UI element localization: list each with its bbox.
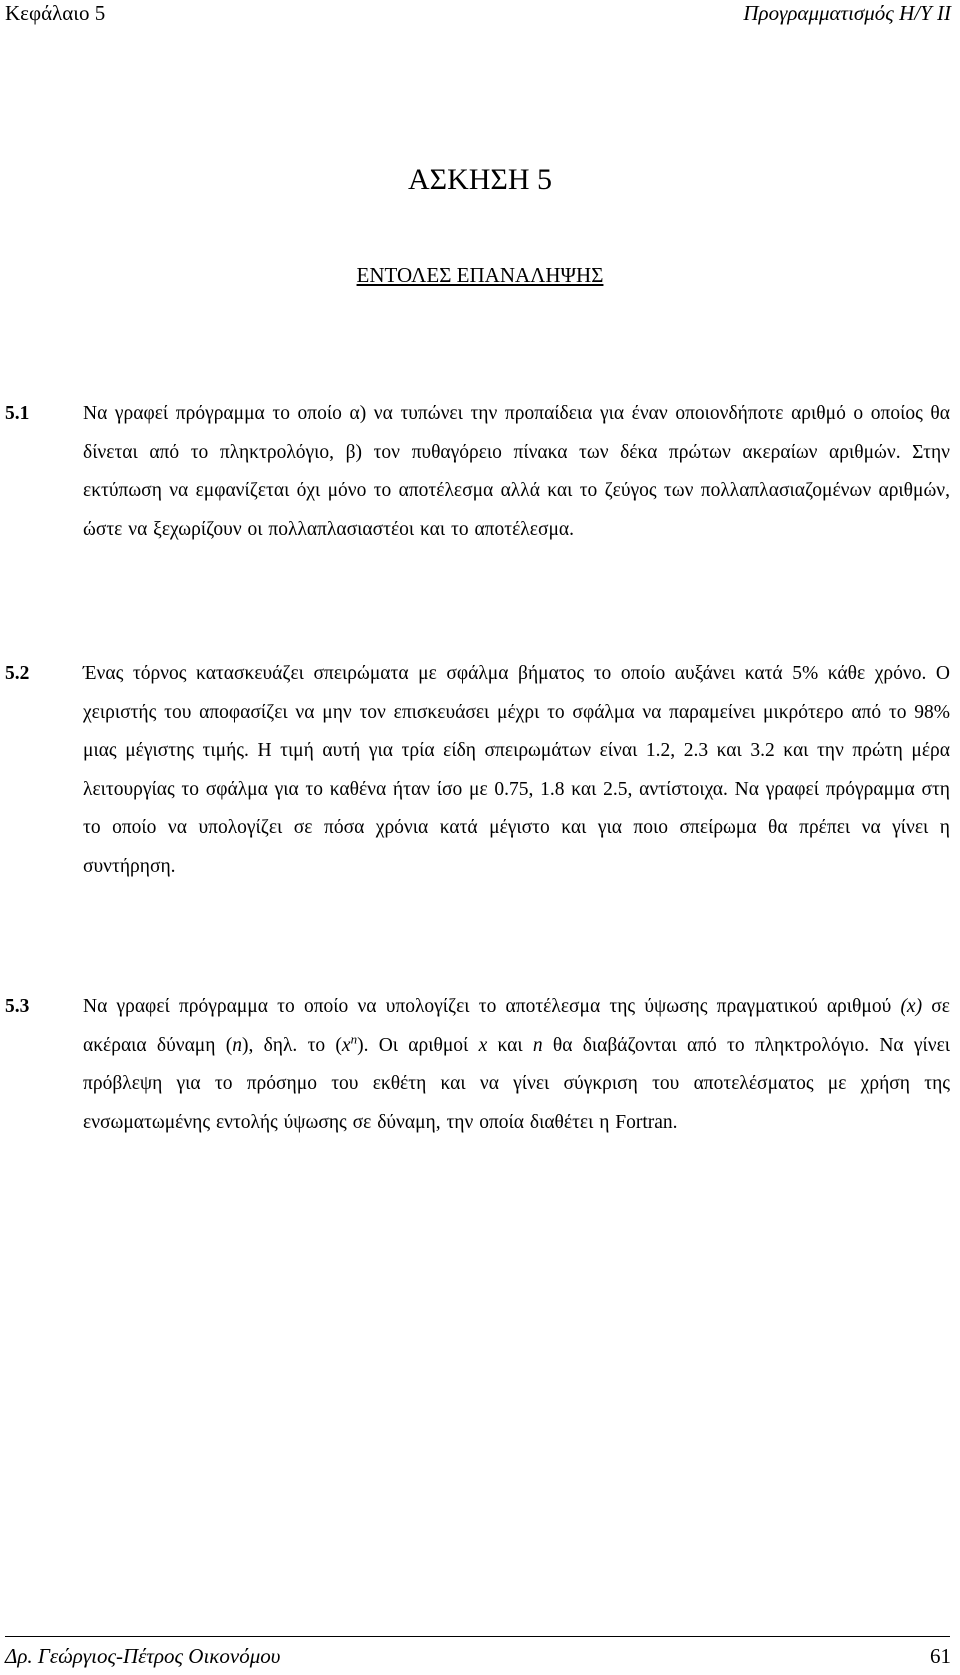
footer-author: Δρ. Γεώργιος-Πέτρος Οικονόμου xyxy=(5,1644,281,1668)
variable-n: n xyxy=(532,1034,543,1056)
page-subtitle: ΕΝΤΟΛΕΣ ΕΠΑΝΑΛΗΨΗΣ xyxy=(356,263,604,287)
exercise-text: Ένας τόρνος κατασκευάζει σπειρώματα με σφάλμα βήματος το οποίο αυξάνει κατά 5% κάθε χρόνο. Ο χειριστής του αποφασίζει να μην τον επισκευάσει μέχρι το σφάλμα να παραμείνει μικρότερο από το 98% μιας μέγιστης τιμής. Η τιμή αυτή για τρία είδη σπειρωμάτων είναι 1.2, 2.3 και 3.2 και την πρώτη μέρα λειτουργίας το σφάλμα για το καθένα ήταν ίσο με 0.75, 1.8 και 2.5, αντίστοιχα. Να γραφεί πρόγραμμα στη το οποίο να υπολογίζει σε πόσα χρόνια κατά μέγιστο και για ποιο σπείρωμα θα πρέπει να γίνει η συντήρηση. xyxy=(83,663,950,877)
footer-divider xyxy=(5,1636,950,1637)
text-segment: ), δηλ. το ( xyxy=(241,1034,342,1056)
text-segment: θα διαβάζονται από το πληκτρολόγιο. Να γίνει πρόβλεψη για το πρόσημο του εκθέτη και να γίνει σύγκριση του αποτελέσματος με χρήση της ενσωματωμένης εντολής ύψωσης σε δύναμη, την οποία διαθέτει η Fortran. xyxy=(83,1034,951,1133)
variable-x: (x) xyxy=(900,996,923,1017)
exercise-5-3 xyxy=(5,988,950,1142)
header-course: Προγραμματισμός Η/Υ ΙΙ xyxy=(743,1,951,25)
text-segment: ). Οι αριθμοί xyxy=(357,1034,479,1056)
exercise-5-1 xyxy=(5,395,950,549)
variable-x: x xyxy=(478,1034,488,1056)
variable-x: x xyxy=(341,1034,351,1056)
text-segment: Να γραφεί πρόγραμμα το οποίο να υπολογίζει το αποτέλεσμα της ύψωσης πραγματικού αριθμού xyxy=(83,996,901,1017)
header-chapter: Κεφάλαιο 5 xyxy=(5,1,106,25)
exercise-text: Να γραφεί πρόγραμμα το οποίο α) να τυπώνει την προπαίδεια για έναν οποιονδήποτε αριθμό ο οποίος θα δίνεται από το πληκτρολόγιο, β) τον πυθαγόρειο πίνακα των δέκα πρώτων ακεραίων αριθμών. Στην εκτύπωση να εμφανίζεται όχι μόνο το αποτέλεσμα αλλά και το ζεύγος των πολλαπλασιαζομένων αριθμών, ώστε να ξεχωρίζουν οι πολλαπλασιαστέοι και το αποτέλεσμα. xyxy=(83,403,950,540)
exercise-number: 5.2 xyxy=(5,663,30,684)
exercise-number: 5.3 xyxy=(5,996,30,1017)
exercise-text xyxy=(83,988,950,1142)
exponent-n: n xyxy=(350,1031,358,1046)
exercise-number: 5.1 xyxy=(5,403,30,424)
page-number: 61 xyxy=(930,1644,951,1668)
text-segment: σε ακέραια δύναμη ( xyxy=(83,996,950,1056)
exercise-5-2 xyxy=(5,655,950,886)
variable-n: n xyxy=(232,1034,242,1056)
page-title: ΑΣΚΗΣΗ 5 xyxy=(407,163,553,196)
text-segment: και xyxy=(487,1034,533,1056)
